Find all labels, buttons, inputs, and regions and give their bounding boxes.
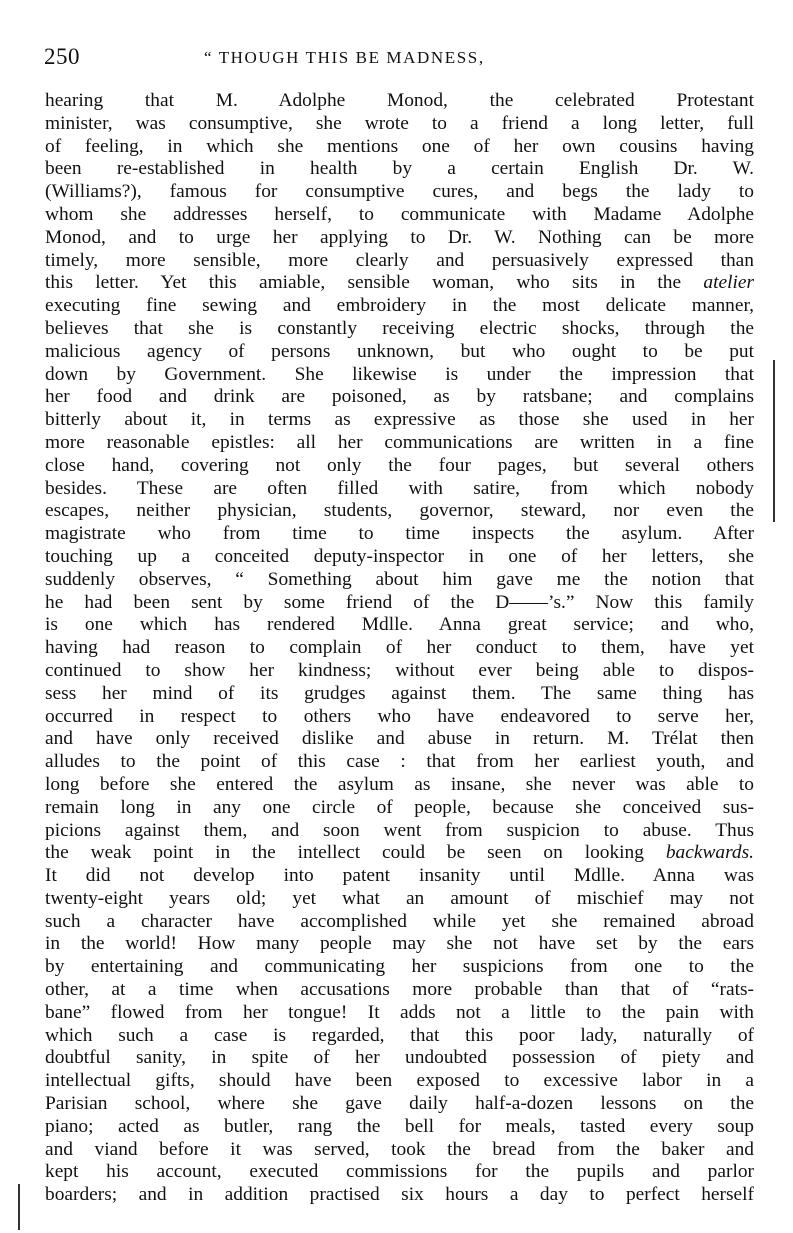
text-line [45,409,754,432]
line-text: piano; acted as butler, rang the bell for meals, tasted every soup [45,1115,754,1137]
line-text: continued to show her kindness; without ever being able to dispos- [45,659,754,681]
text-line [45,1184,754,1207]
line-text: more reasonable epistles: all her communications are written in a fine [45,431,754,453]
line-text: such a character have accomplished while yet she remained abroad [45,910,754,932]
text-line [45,1093,754,1116]
line-text: kept his account, executed commissions for the pupils and parlor [45,1161,754,1183]
line-text: remain long in any one circle of people, because she conceived sus- [45,796,754,818]
line-text: close hand, covering not only the four pages, but several others [45,454,754,476]
line-text: he had been sent by some friend of the D——’s.” Now this family [45,591,754,613]
text-line [45,455,754,478]
text-line [45,523,754,546]
margin-rule-left [18,1184,20,1230]
text-line [45,295,754,318]
line-text: touching up a conceited deputy-inspector in one of her letters, she [45,545,754,567]
text-line [45,341,754,364]
line-text: bane” flowed from her tongue! It adds not a little to the pain with [45,1001,754,1023]
line-text: of feeling, in which she mentions one of her own cousins having [45,135,754,157]
text-line [45,227,754,250]
text-line [45,956,754,979]
text-line [45,90,754,113]
line-text: doubtful sanity, in spite of her undoubted possession of piety and [45,1047,754,1069]
running-head [44,42,756,72]
line-text: and have only received dislike and abuse in return. M. Trélat then [45,728,754,750]
text-line [45,865,754,888]
text-line [45,1002,754,1025]
text-line [45,728,754,751]
text-line [45,1025,754,1048]
text-line [45,1116,754,1139]
text-line [45,614,754,637]
line-text: which such a case is regarded, that this poor lady, naturally of [45,1024,754,1046]
italic-text: backwards. [665,842,754,864]
line-text: escapes, neither physician, students, governor, steward, nor even the [45,500,754,522]
line-text: other, at a time when accusations more probable than that of “rats- [45,979,754,1001]
line-text: been re-established in health by a certain English Dr. W. [45,158,754,180]
text-line [45,774,754,797]
text-line [45,1047,754,1070]
text-line [45,751,754,774]
text-line [45,1070,754,1093]
text-line [45,318,754,341]
line-text: twenty-eight years old; yet what an amount of mischief may not [45,887,754,909]
line-text: It did not develop into patent insanity until Mdlle. Anna was [45,865,754,887]
text-line [45,683,754,706]
text-line [45,113,754,136]
line-text: hearing that M. Adolphe Monod, the celebrated Protestant [45,90,754,111]
line-text: whom she addresses herself, to communicate with Madame Adolphe [45,203,754,225]
text-line [45,272,754,295]
text-line [45,706,754,729]
line-text: picions against them, and soon went from suspicion to abuse. Thus [45,819,754,841]
line-text: down by Government. She likewise is under the impression that [45,363,754,385]
text-line [45,569,754,592]
line-text: the weak point in the intellect could be seen on looking [45,842,666,864]
text-line [45,181,754,204]
text-line [45,820,754,843]
text-line [45,911,754,934]
line-text: long before she entered the asylum as insane, she never was able to [45,773,754,795]
line-text: bitterly about it, in terms as expressive as those she used in her [45,409,754,431]
text-line [45,364,754,387]
text-line [45,158,754,181]
line-text: executing fine sewing and embroidery in the most delicate manner, [45,295,754,317]
text-line [45,1161,754,1184]
text-line [45,478,754,501]
line-text: is one which has rendered Mdlle. Anna great service; and who, [45,614,754,636]
running-title: “ THOUGH THIS BE MADNESS, [204,48,485,67]
line-text: timely, more sensible, more clearly and persuasively expressed than [45,249,754,271]
line-text: sess her mind of its grudges against them. The same thing has [45,682,754,704]
text-line [45,250,754,273]
italic-text: atelier [703,272,754,294]
text-line [45,546,754,569]
line-text: occurred in respect to others who have endeavored to serve her, [45,705,754,727]
line-text: and viand before it was served, took the bread from the baker and [45,1138,754,1160]
margin-rule-right [773,360,775,522]
line-text: boarders; and in addition practised six hours a day to perfect herself [45,1184,754,1206]
line-text: malicious agency of persons unknown, but who ought to be put [45,340,754,362]
text-line [45,842,754,865]
line-text: her food and drink are poisoned, as by ratsbane; and complains [45,386,754,408]
text-line [45,637,754,660]
text-line [45,592,754,615]
text-line [45,1139,754,1162]
text-line [45,136,754,159]
text-line [45,500,754,523]
line-text: intellectual gifts, should have been exposed to excessive labor in a [45,1070,754,1092]
line-text: besides. These are often filled with satire, from which nobody [45,477,754,499]
page-number: 250 [44,44,80,69]
line-text: magistrate who from time to time inspects the asylum. After [45,523,754,545]
line-text: Parisian school, where she gave daily half-a-dozen lessons on the [45,1093,754,1115]
line-text: in the world! How many people may she not have set by the ears [45,933,754,955]
line-text: believes that she is constantly receiving electric shocks, through the [45,317,754,339]
line-text: having had reason to complain of her conduct to them, have yet [45,637,754,659]
line-text: by entertaining and communicating her suspicions from one to the [45,956,754,978]
text-line [45,660,754,683]
text-line [45,979,754,1002]
text-line [45,204,754,227]
line-text: Monod, and to urge her applying to Dr. W. Nothing can be more [45,226,754,248]
line-text: alludes to the point of this case : that from her earliest youth, and [45,751,754,773]
line-text: (Williams?), famous for consumptive cures, and begs the lady to [45,181,754,203]
text-line [45,432,754,455]
text-line [45,797,754,820]
line-text: this letter. Yet this amiable, sensible woman, who sits in the [45,272,704,294]
text-line [45,386,754,409]
text-line [45,933,754,956]
line-text: suddenly observes, “ Something about him gave me the notion that [45,568,754,590]
body-text [45,90,754,1207]
line-text: minister, was consumptive, she wrote to a friend a long letter, full [45,112,754,134]
text-line [45,888,754,911]
